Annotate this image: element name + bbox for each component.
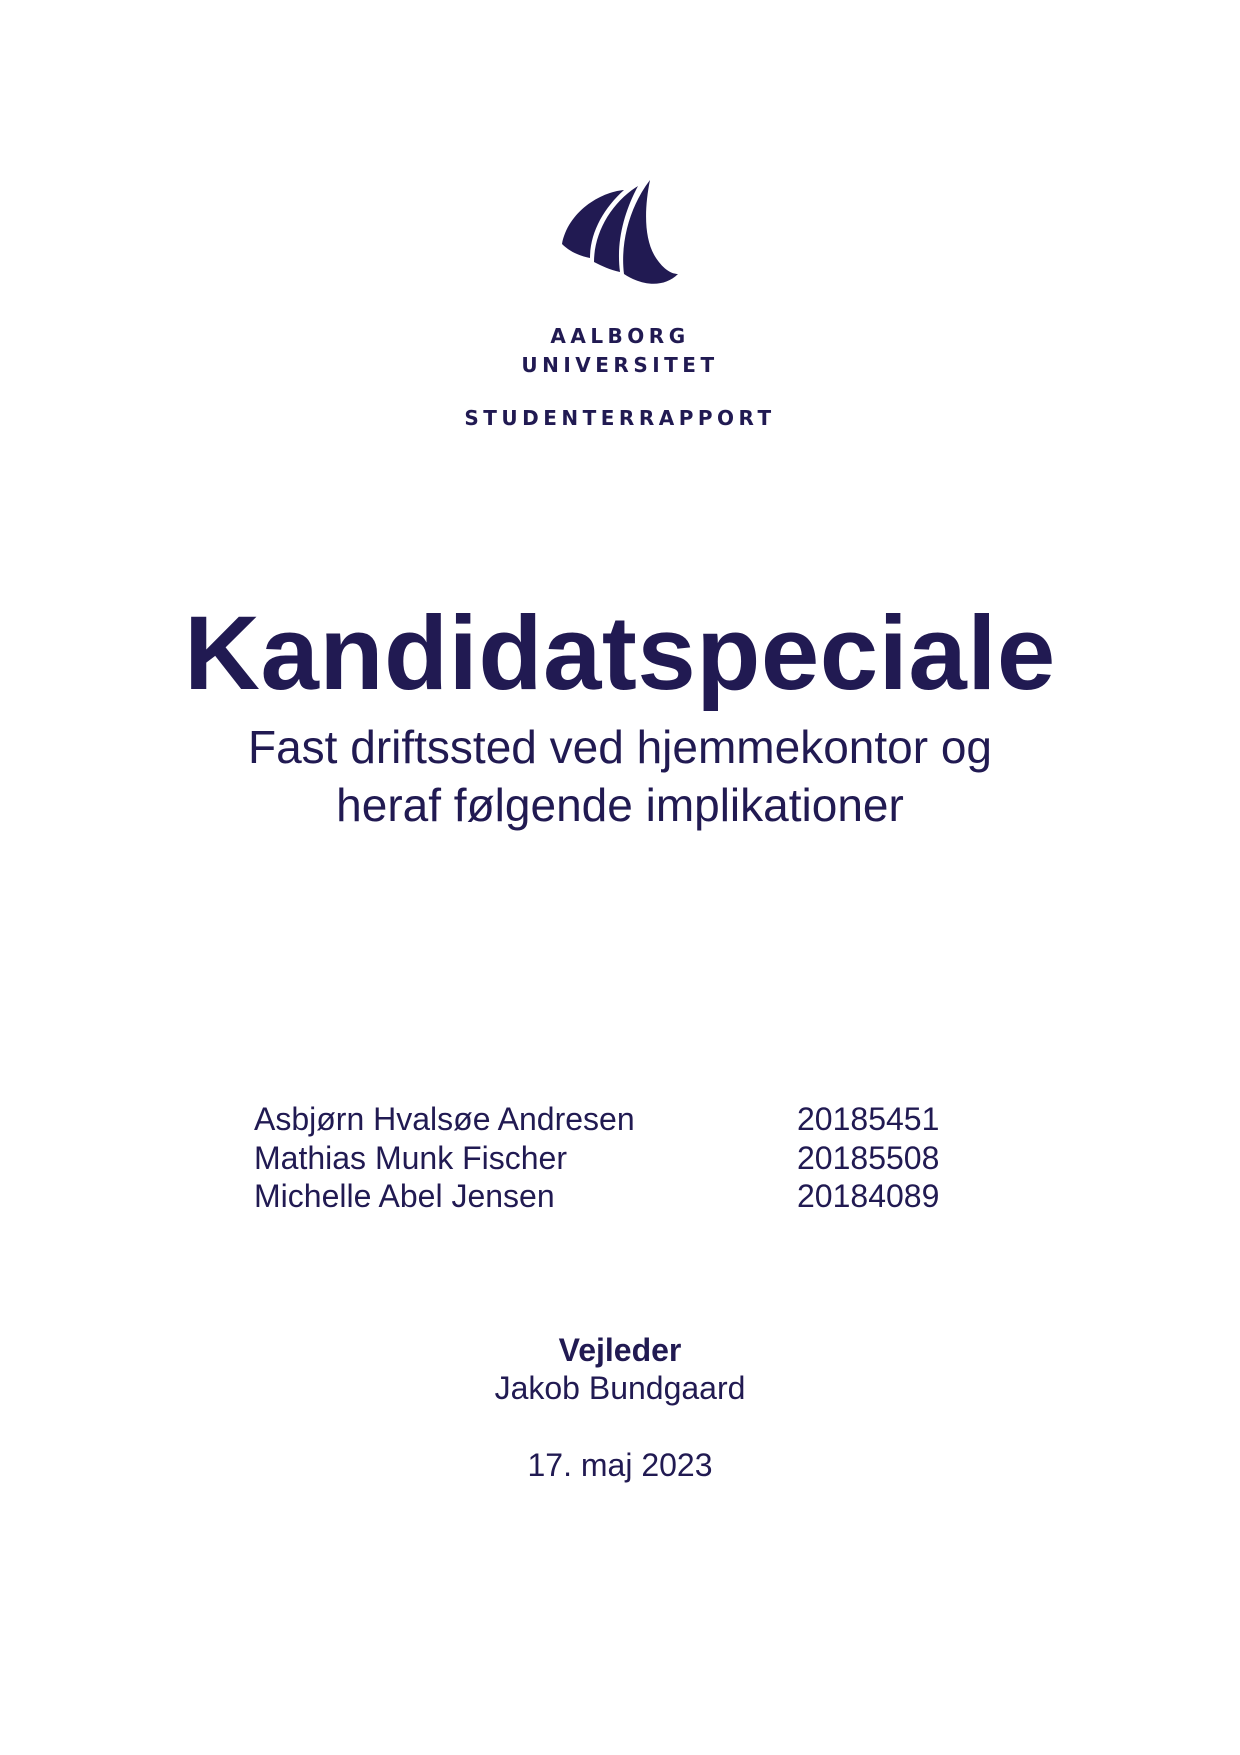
author-row — [254, 1177, 954, 1216]
university-name — [0, 322, 1240, 380]
subtitle — [0, 718, 1240, 834]
author-name: Mathias Munk Fischer — [254, 1139, 567, 1176]
student-number: 20184089 — [797, 1178, 940, 1214]
report-type: STUDENTERRAPPORT — [464, 406, 776, 430]
author-name: Michelle Abel Jensen — [254, 1178, 555, 1214]
author-row — [254, 1100, 954, 1139]
aau-wave-logo-icon — [560, 178, 680, 296]
subtitle-line1: Fast driftssted ved hjemmekontor og — [248, 721, 992, 773]
student-number: 20185451 — [797, 1101, 940, 1137]
university-name-line2: UNIVERSITET — [521, 353, 719, 377]
student-number: 20185508 — [797, 1139, 940, 1176]
author-name: Asbjørn Hvalsøe Andresen — [254, 1101, 635, 1137]
supervisor-name: Jakob Bundgaard — [494, 1370, 746, 1406]
page-title: Kandidatspeciale — [184, 595, 1056, 712]
subtitle-line2: heraf følgende implikationer — [336, 779, 904, 831]
report-date: 17. maj 2023 — [527, 1447, 713, 1483]
author-row — [254, 1139, 954, 1178]
supervisor-label: Vejleder — [558, 1332, 682, 1368]
author-list — [254, 1100, 954, 1216]
university-name-line1: AALBORG — [550, 324, 690, 348]
